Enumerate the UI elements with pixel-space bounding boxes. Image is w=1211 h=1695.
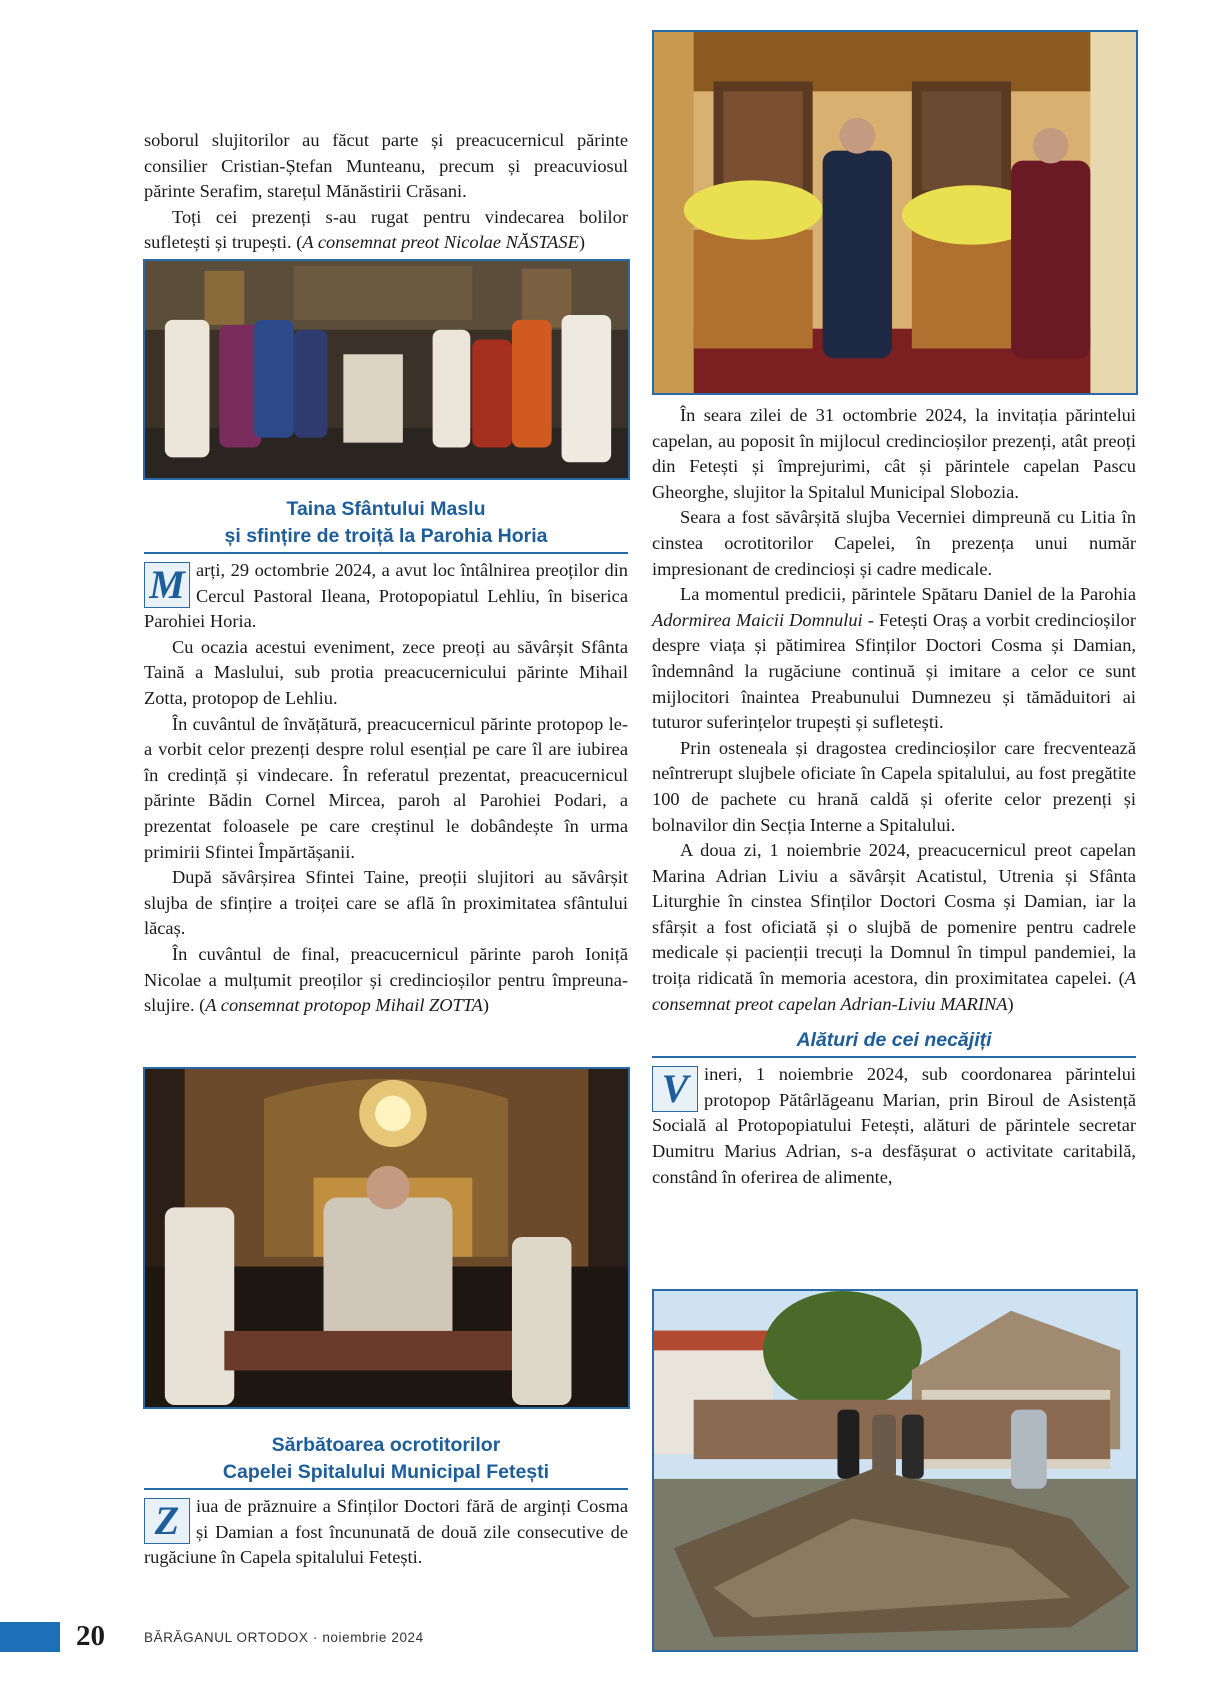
paragraph: În cuvântul de învățătură, preacucernicul părinte protopop le-a vorbit celor prezenți despre rolul esențial pe care îl are iubirea în credință și vindecare. În referatul prezentat, preacucernicul părinte Bădin Cornel Mircea, paroh al Parohiei Podari, a prezentat foloasele pe care creștinul le dobândește în urma primirii Sfintei Împărtășanii. <box>144 713 628 862</box>
right-column <box>652 403 1136 1190</box>
footer-publication: BĂRĂGANUL ORTODOX · noiembrie 2024 <box>144 1630 424 1645</box>
paragraph: La momentul predicii, părintele Spătaru Daniel de la Parohia Adormirea Maicii Domnului - Fetești Oraș a vorbit credincioșilor despre viața și pătimirea Sfinților Doctori Cosma și Damian, îndemnând la rugăciune continuă și imitare a celor ce sunt mijlocitori înaintea Preabunului Dumnezeu și tămăduitori ai tuturor suferințelor trupești și sufletești. <box>652 584 1136 733</box>
paragraph: În seara zilei de 31 octombrie 2024, la invitația părintelui capelan, au poposit în mijlocul credincioșilor prezenți, atât preoți din Fetești și împrejurimi, cât și părintele capelan Pascu Gheorghe, slujitor la Spitalul Municipal Slobozia. <box>652 405 1136 502</box>
author-credit: A consemnat protopop Mihail ZOTTA <box>205 995 483 1016</box>
page-number: 20 <box>76 1620 105 1652</box>
dropcap: M <box>144 562 190 608</box>
section-capela <box>144 1432 628 1571</box>
left-column <box>144 128 628 256</box>
author-credit: A consemnat preot capelan Adrian-Liviu MARINA <box>652 968 1136 1014</box>
section-title: Taina Sfântului Maslu și sfințire de troiță la Parohia Horia <box>144 496 628 554</box>
footer-accent-bar <box>0 1622 60 1652</box>
dropcap: Z <box>144 1498 190 1544</box>
paragraph: Toți cei prezenți s-au rugat pentru vindecarea bolilor sufletești și trupești. (A consemnat preot Nicolae NĂSTASE) <box>144 206 628 253</box>
paragraph: Z iua de prăznuire a Sfinților Doctori fără de arginți Cosma și Damian a fost încununată de două zile consecutive de rugăciune în Capela spitalului Fetești. <box>144 1496 628 1568</box>
dropcap: V <box>652 1066 698 1112</box>
photo-chapel-priests <box>652 30 1138 395</box>
paragraph: V ineri, 1 noiembrie 2024, sub coordonarea părintelui protopop Pătârlăgeanu Marian, prin Biroul de Asistență Socială al Protopopiatului Fetești, alături de părintele secretar Dumitru Marius Adrian, s-a desfășurat o activitate caritabilă, constând în oferirea de alimente, <box>652 1064 1136 1187</box>
photo-church-interior <box>143 1067 630 1409</box>
paragraph: Cu ocazia acestui eveniment, zece preoți au săvârșit Sfânta Taină a Maslului, sub protia preacucernicului părinte Mihail Zotta, protopop de Lehliu. <box>144 636 628 708</box>
author-credit: A consemnat preot Nicolae NĂSTASE <box>302 232 579 253</box>
paragraph: După săvârșirea Sfintei Taine, preoții slujitori au săvârșit slujba de sfințire a troiței care se află în proximitatea sfântului lăcaș. <box>144 867 628 939</box>
paragraph: Seara a fost săvârșită slujba Vecerniei dimpreună cu Litia în cinstea ocrotitorilor Capelei, în prezența unui număr impresionant de credincioși și cadre medicale. <box>652 507 1136 579</box>
section-title: Sărbătoarea ocrotitorilor Capelei Spitalului Municipal Fetești <box>144 1432 628 1490</box>
paragraph: A doua zi, 1 noiembrie 2024, preacucernicul preot capelan Marina Adrian Liviu a săvârșit Acatistul, Utrenia și Sfânta Liturghie în cinstea Sfinților Doctori Cosma și Damian, iar la sfârșit a fost oficiată și o slujbă de pomenire pentru cadrele medicale și pacienții trecuți la Domnul în timpul pandemiei, la troița ridicată în memoria acestora, din proximitatea capelei. (A consemnat preot capelan Adrian-Liviu MARINA) <box>652 840 1136 1014</box>
section-title: Alături de cei necăjiți <box>652 1027 1136 1058</box>
photo-charity-firewood <box>652 1289 1138 1652</box>
paragraph: M arți, 29 octombrie 2024, a avut loc întâlnirea preoților din Cercul Pastoral Ileana, Protopopiatul Lehliu, în biserica Parohiei Horia. <box>144 560 628 632</box>
photo-maslu-service <box>143 259 630 480</box>
paragraph: Prin osteneala și dragostea credincioșilor care frecventează neîntrerupt slujbele oficiate în Capela spitalului, au fost pregătite 100 de pachete cu hrană caldă și oferite celor prezenți și bolnavilor din Secția Interne a Spitalului. <box>652 737 1136 835</box>
paragraph: soborul slujitorilor au făcut parte și preacucernicul părinte consilier Cristian-Ștefan Munteanu, precum și preacuviosul părinte Serafim, starețul Mănăstirii Crăsani. <box>144 130 628 202</box>
paragraph: În cuvântul de final, preacucernicul părinte paroh Ioniță Nicolae a mulțumit preoților și credincioșilor pentru împreuna-slujire. (A consemnat protopop Mihail ZOTTA) <box>144 943 628 1016</box>
section-maslu <box>144 496 628 1019</box>
